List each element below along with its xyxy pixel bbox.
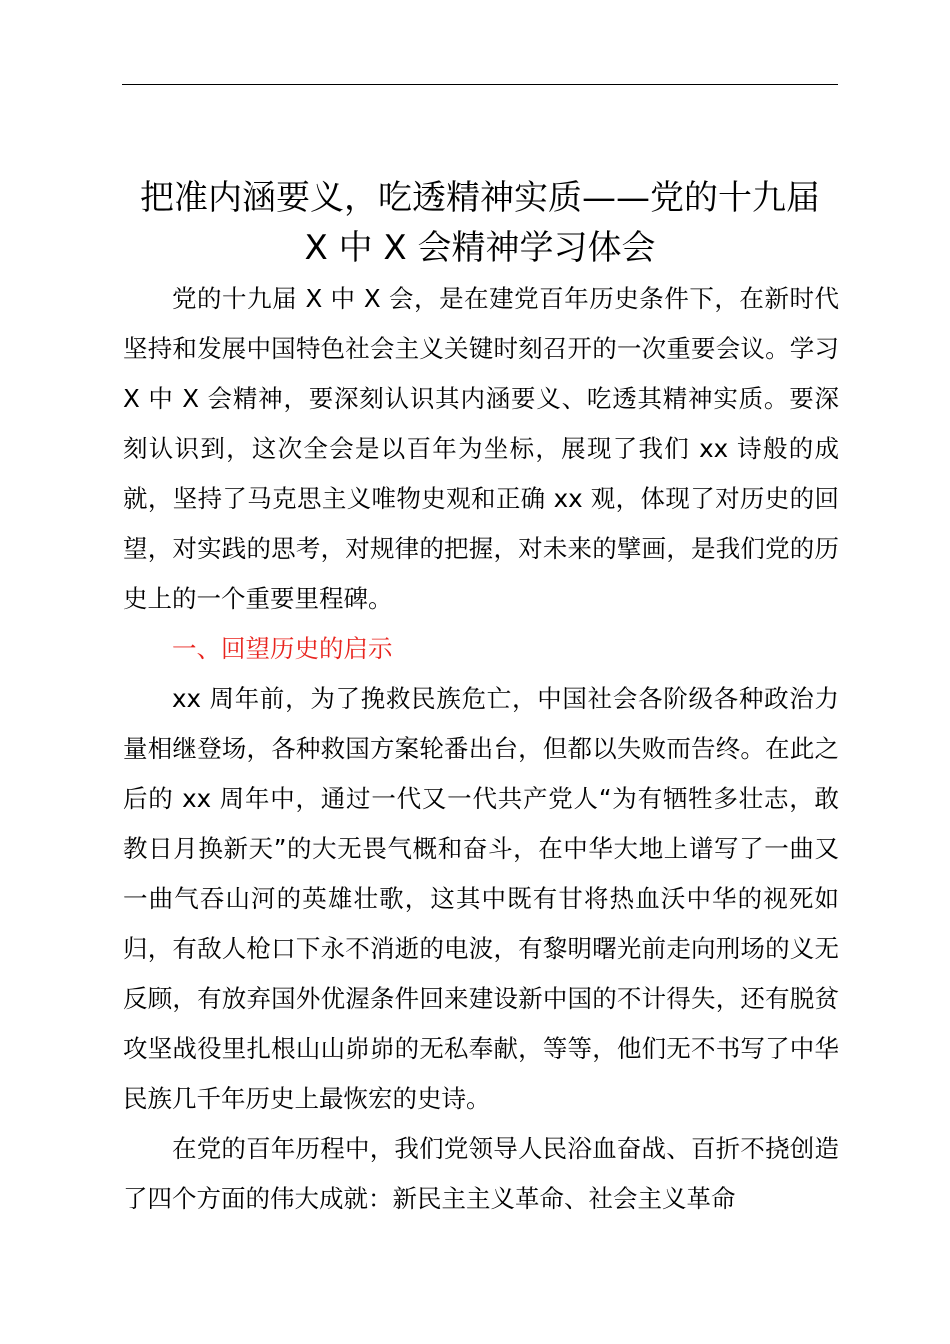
document-title <box>110 173 850 273</box>
document-body <box>123 274 839 1224</box>
intro-paragraph: 党的十九届 X 中 X 会，是在建党百年历史条件下，在新时代坚持和发展中国特色社会主义关键时刻召开的一次重要会议。学习 X 中 X 会精神，要深刻认识其内涵要义、吃透其精神实质。要深刻认识到，这次全会是以百年为坐标，展现了我们 xx 诗般的成就，坚持了马克思主义唯物史观和正确 xx 观，体现了对历史的回望，对实践的思考，对规律的把握，对未来的擘画，是我们党的历史上的一个重要里程碑。 <box>123 284 839 613</box>
achievements-paragraph: 在党的百年历程中，我们党领导人民浴血奋战、百折不挠创造了四个方面的伟大成就：新民主主义革命、社会主义革命 <box>123 1134 839 1213</box>
section-heading: 一、回望历史的启示 <box>172 634 393 663</box>
title-line-2: X 中 X 会精神学习体会 <box>304 227 656 268</box>
history-paragraph: xx 周年前，为了挽救民族危亡，中国社会各阶级各种政治力量相继登场，各种救国方案轮番出台，但都以失败而告终。在此之后的 xx 周年中，通过一代又一代共产党人“为有牺牲多壮志，敢教日月换新天”的大无畏气概和奋斗，在中华大地上谱写了一曲又一曲气吞山河的英雄壮歌，这其中既有甘将热血沃中华的视死如归，有敌人枪口下永不消逝的电波，有黎明曙光前走向刑场的义无反顾，有放弃国外优渥条件回来建设新中国的不计得失，还有脱贫攻坚战役里扎根山山峁峁的无私奉献，等等，他们无不书写了中华民族几千年历史上最恢宏的史诗。 <box>123 684 839 1113</box>
title-line-1: 把准内涵要义，吃透精神实质——党的十九届 <box>140 177 820 218</box>
header-rule <box>122 84 838 85</box>
